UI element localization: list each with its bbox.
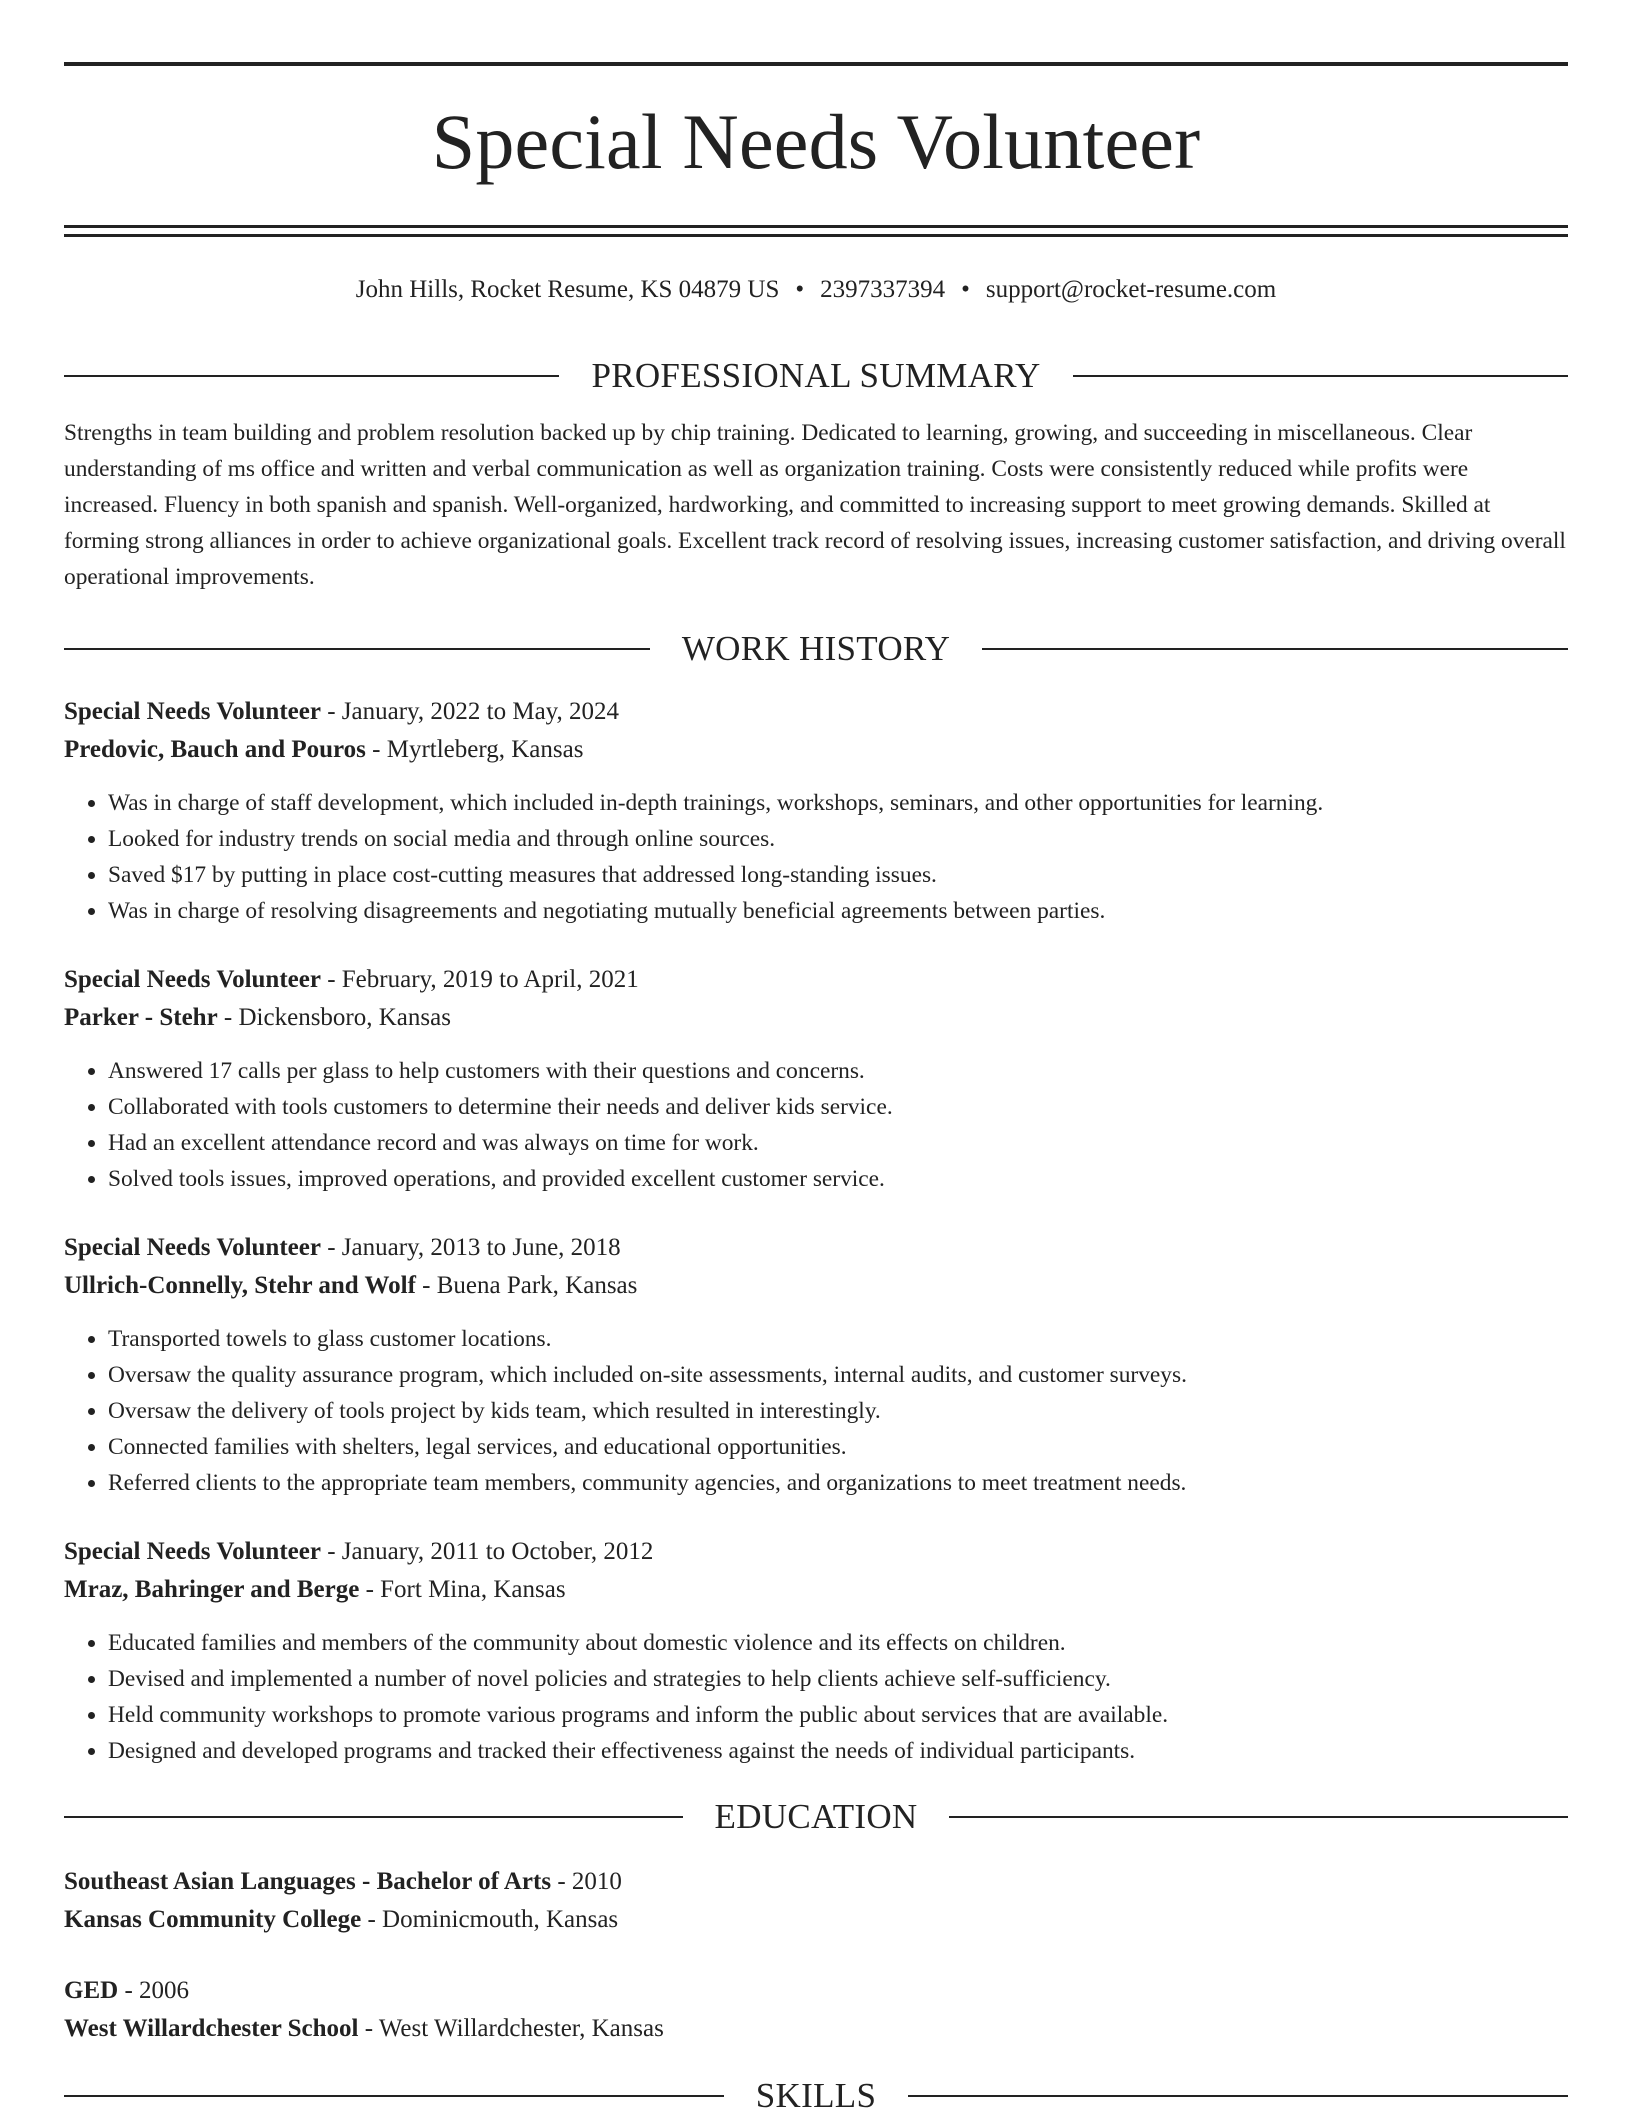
job-entry — [64, 1229, 1568, 1501]
education-school-line — [64, 2010, 1568, 2048]
job-company-line — [64, 1267, 1568, 1305]
job-location: - Myrtleberg, Kansas — [365, 736, 584, 763]
job-dates: - January, 2011 to October, 2012 — [320, 1538, 654, 1565]
job-role-line — [64, 693, 1568, 731]
job-company-line — [64, 731, 1568, 769]
list-item: • Had an excellent attendance record and was always on time for work. — [108, 1125, 1568, 1161]
list-item: • Answered 17 calls per glass to help customers with their questions and concerns. — [108, 1053, 1568, 1089]
section-header-skills — [64, 2076, 1568, 2116]
list-item: • Oversaw the delivery of tools project by kids team, which resulted in interestingly. — [108, 1393, 1568, 1429]
contact-separator: • — [795, 276, 805, 303]
job-entry — [64, 1533, 1568, 1769]
section-rule-right — [1073, 375, 1568, 377]
job-bullets — [64, 1053, 1568, 1197]
job-role: Special Needs Volunteer — [64, 1538, 321, 1565]
list-item: • Held community workshops to promote various programs and inform the public about services that are available. — [108, 1697, 1568, 1733]
list-item: • Looked for industry trends on social media and through online sources. — [108, 821, 1568, 857]
list-item: • Solved tools issues, improved operations, and provided excellent customer service. — [108, 1161, 1568, 1197]
job-location: - Fort Mina, Kansas — [359, 1576, 566, 1603]
job-entry — [64, 961, 1568, 1197]
education-school-line — [64, 1901, 1568, 1939]
section-header-summary — [64, 356, 1568, 396]
education-degree: GED — [64, 1977, 119, 2004]
section-rule-left — [64, 1816, 683, 1818]
contact-address: John Hills, Rocket Resume, KS 04879 US — [355, 276, 780, 303]
job-dates: - February, 2019 to April, 2021 — [320, 966, 639, 993]
section-title-work-history: WORK HISTORY — [681, 629, 951, 668]
job-company-line — [64, 999, 1568, 1037]
job-role: Special Needs Volunteer — [64, 966, 321, 993]
summary-text: Strengths in team building and problem resolution backed up by chip training. Dedicated to learning, growing, and succeeding in miscellaneous. Clear understanding of ms office and written and verbal communication as well as organization training. Costs were consistently reduced while profits were increased. Fluency in both spanish and spanish. Well-organized, hardworking, and committed to increasing support to meet growing demands. Skilled at forming strong alliances in order to achieve organizational goals. Excellent track record of resolving issues, increasing customer satisfaction, and driving overall operational improvements. — [64, 420, 1566, 590]
section-rule-left — [64, 648, 650, 650]
education-entry — [64, 1972, 1568, 2048]
job-dates: - January, 2013 to June, 2018 — [320, 1234, 621, 1261]
job-entry — [64, 693, 1568, 929]
job-company-line — [64, 1571, 1568, 1609]
section-rule-left — [64, 2095, 724, 2097]
job-location: - Dickensboro, Kansas — [217, 1004, 451, 1031]
education-year: - 2006 — [118, 1977, 190, 2004]
section-title-summary: PROFESSIONAL SUMMARY — [591, 356, 1041, 395]
list-item: • Was in charge of staff development, which included in-depth trainings, workshops, seminars, and other opportunities for learning. — [108, 785, 1568, 821]
list-item: • Saved $17 by putting in place cost-cutting measures that addressed long-standing issues. — [108, 857, 1568, 893]
education-degree-line — [64, 1972, 1568, 2010]
list-item: • Was in charge of resolving disagreements and negotiating mutually beneficial agreements between parties. — [108, 893, 1568, 929]
job-role-line — [64, 961, 1568, 999]
list-item: • Designed and developed programs and tracked their effectiveness against the needs of individual participants. — [108, 1733, 1568, 1769]
list-item: • Connected families with shelters, legal services, and educational opportunities. — [108, 1429, 1568, 1465]
section-rule-left — [64, 375, 559, 377]
section-title-education: EDUCATION — [714, 1797, 918, 1836]
education-location: - Dominicmouth, Kansas — [361, 1906, 619, 1933]
job-role-line — [64, 1229, 1568, 1267]
education-school: West Willardchester School — [64, 2015, 359, 2042]
resume-title: Special Needs Volunteer — [431, 98, 1201, 185]
list-item: • Transported towels to glass customer locations. — [108, 1321, 1568, 1357]
section-rule-right — [982, 648, 1568, 650]
job-company: Ullrich-Connelly, Stehr and Wolf — [64, 1272, 416, 1299]
section-rule-right — [908, 2095, 1568, 2097]
job-role: Special Needs Volunteer — [64, 698, 321, 725]
section-title-skills: SKILLS — [755, 2076, 877, 2115]
title-double-rule — [64, 225, 1568, 237]
job-company: Predovic, Bauch and Pouros — [64, 736, 366, 763]
job-bullets — [64, 1625, 1568, 1769]
section-header-education — [64, 1797, 1568, 1837]
contact-email: support@rocket-resume.com — [985, 276, 1277, 303]
education-entry — [64, 1863, 1568, 1939]
education-school: Kansas Community College — [64, 1906, 362, 1933]
list-item: • Educated families and members of the community about domestic violence and its effects on children. — [108, 1625, 1568, 1661]
education-location: - West Willardchester, Kansas — [358, 2015, 664, 2042]
job-role-line — [64, 1533, 1568, 1571]
job-company: Mraz, Bahringer and Berge — [64, 1576, 360, 1603]
education-degree-line — [64, 1863, 1568, 1901]
job-company: Parker - Stehr — [64, 1004, 218, 1031]
list-item: • Devised and implemented a number of novel policies and strategies to help clients achieve self-sufficiency. — [108, 1661, 1568, 1697]
top-rule — [64, 62, 1568, 66]
list-item: • Referred clients to the appropriate team members, community agencies, and organizations to meet treatment needs. — [108, 1465, 1568, 1501]
education-year: - 2010 — [551, 1868, 622, 1895]
job-role: Special Needs Volunteer — [64, 1234, 321, 1261]
section-header-work-history — [64, 629, 1568, 669]
job-dates: - January, 2022 to May, 2024 — [320, 698, 620, 725]
contact-phone: 2397337394 — [820, 276, 946, 303]
list-item: • Oversaw the quality assurance program, which included on-site assessments, internal audits, and customer surveys. — [108, 1357, 1568, 1393]
job-location: - Buena Park, Kansas — [415, 1272, 638, 1299]
education-degree: Southeast Asian Languages - Bachelor of Arts — [64, 1868, 552, 1895]
job-bullets — [64, 785, 1568, 929]
section-rule-right — [949, 1816, 1568, 1818]
list-item: • Collaborated with tools customers to determine their needs and deliver kids service. — [108, 1089, 1568, 1125]
contact-separator: • — [961, 276, 970, 303]
contact-line — [64, 274, 1568, 306]
job-bullets — [64, 1321, 1568, 1501]
